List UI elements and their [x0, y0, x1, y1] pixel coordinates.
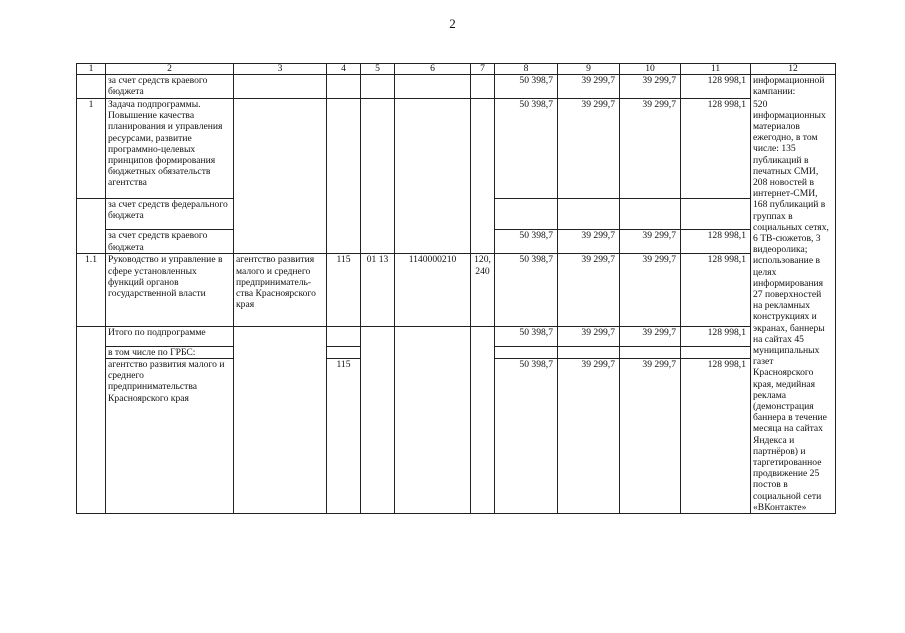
value-cell: 39 299,7: [558, 359, 620, 514]
value-cell: 39 299,7: [620, 75, 681, 99]
value-cell: 39 299,7: [558, 99, 620, 199]
grbs-code: 115: [327, 359, 361, 514]
col-number: 6: [395, 64, 471, 75]
col-number: 4: [327, 64, 361, 75]
value-cell: 39 299,7: [620, 99, 681, 199]
program-table: [76, 63, 836, 514]
value-cell: 128 998,1: [681, 359, 751, 514]
row-description: в том числе по ГРБС:: [106, 346, 234, 358]
value-cell: 128 998,1: [681, 75, 751, 99]
row-number: 1.1: [77, 254, 106, 327]
row-description: за счет средств краевого бюджета: [106, 75, 234, 99]
col-number: 11: [681, 64, 751, 75]
value-cell: 50 398,7: [495, 75, 558, 99]
table-row: [77, 254, 836, 327]
value-cell: 39 299,7: [620, 327, 681, 347]
value-cell: 128 998,1: [681, 230, 751, 254]
value-cell: 39 299,7: [558, 254, 620, 327]
value-cell: 50 398,7: [495, 359, 558, 514]
value-cell: 50 398,7: [495, 230, 558, 254]
value-cell: 39 299,7: [620, 254, 681, 327]
col-number: 2: [106, 64, 234, 75]
col-number: 1: [77, 64, 106, 75]
row-description: Задача подпрограммы. Повышение качества планирования и управления ресурсами, развитие программно-целевых принципов формирования бюджетных обязательств агентства: [106, 99, 234, 199]
target-article-code: 1140000210: [395, 254, 471, 327]
col-number: 7: [471, 64, 495, 75]
column-number-row: [77, 64, 836, 75]
grbs-code: 115: [327, 254, 361, 327]
col-number: 9: [558, 64, 620, 75]
table-row: [77, 99, 836, 199]
table-row: [77, 327, 836, 347]
value-cell: 39 299,7: [558, 230, 620, 254]
expense-type-code: 120, 240: [471, 254, 495, 327]
page-number: 2: [449, 16, 456, 31]
value-cell: 39 299,7: [558, 75, 620, 99]
value-cell: 128 998,1: [681, 99, 751, 199]
value-cell: 39 299,7: [620, 230, 681, 254]
col-number: 3: [234, 64, 327, 75]
agency-cell: агентство развития малого и среднего предприниматель-ства Красноярского края: [234, 254, 327, 327]
row-description: Руководство и управление в сфере установленных функций органов государственной власти: [106, 254, 234, 327]
result-note-top: информационной кампании:: [751, 75, 836, 99]
value-cell: 50 398,7: [495, 327, 558, 347]
col-number: 12: [751, 64, 836, 75]
col-number: 8: [495, 64, 558, 75]
row-description: агентство развития малого и среднего предпринимательства Красноярского края: [106, 359, 234, 514]
value-cell: 128 998,1: [681, 254, 751, 327]
row-description: за счет средств краевого бюджета: [106, 230, 234, 254]
row-number: 1: [77, 99, 106, 199]
col-number: 5: [361, 64, 395, 75]
value-cell: 39 299,7: [620, 359, 681, 514]
row-description: Итого по подпрограмме: [106, 327, 234, 347]
value-cell: 128 998,1: [681, 327, 751, 347]
col-number: 10: [620, 64, 681, 75]
result-note: 520 информационных материалов ежегодно, в том числе: 135 публикаций в печатных СМИ, 208 новостей в интернет-СМИ, 168 публикаций в группах в социальных сетях, 6 ТВ-сюжетов, 3 видеоролика; использование в целях информирования 27 поверхностей на рекламных конструкциях и экранах, баннеры на сайтах 45 муниципальных газет Красноярского края, медийная реклама (демонстрация баннера в течение месяца на сайтах Яндекса и партнёров) и таргетированное продвижение 25 постов в социальной сети «ВКонтакте»: [751, 99, 836, 514]
value-cell: 50 398,7: [495, 99, 558, 199]
value-cell: 39 299,7: [558, 327, 620, 347]
row-description: за счет средств федерального бюджета: [106, 199, 234, 230]
value-cell: 50 398,7: [495, 254, 558, 327]
section-code: 01 13: [361, 254, 395, 327]
table-row: [77, 75, 836, 99]
